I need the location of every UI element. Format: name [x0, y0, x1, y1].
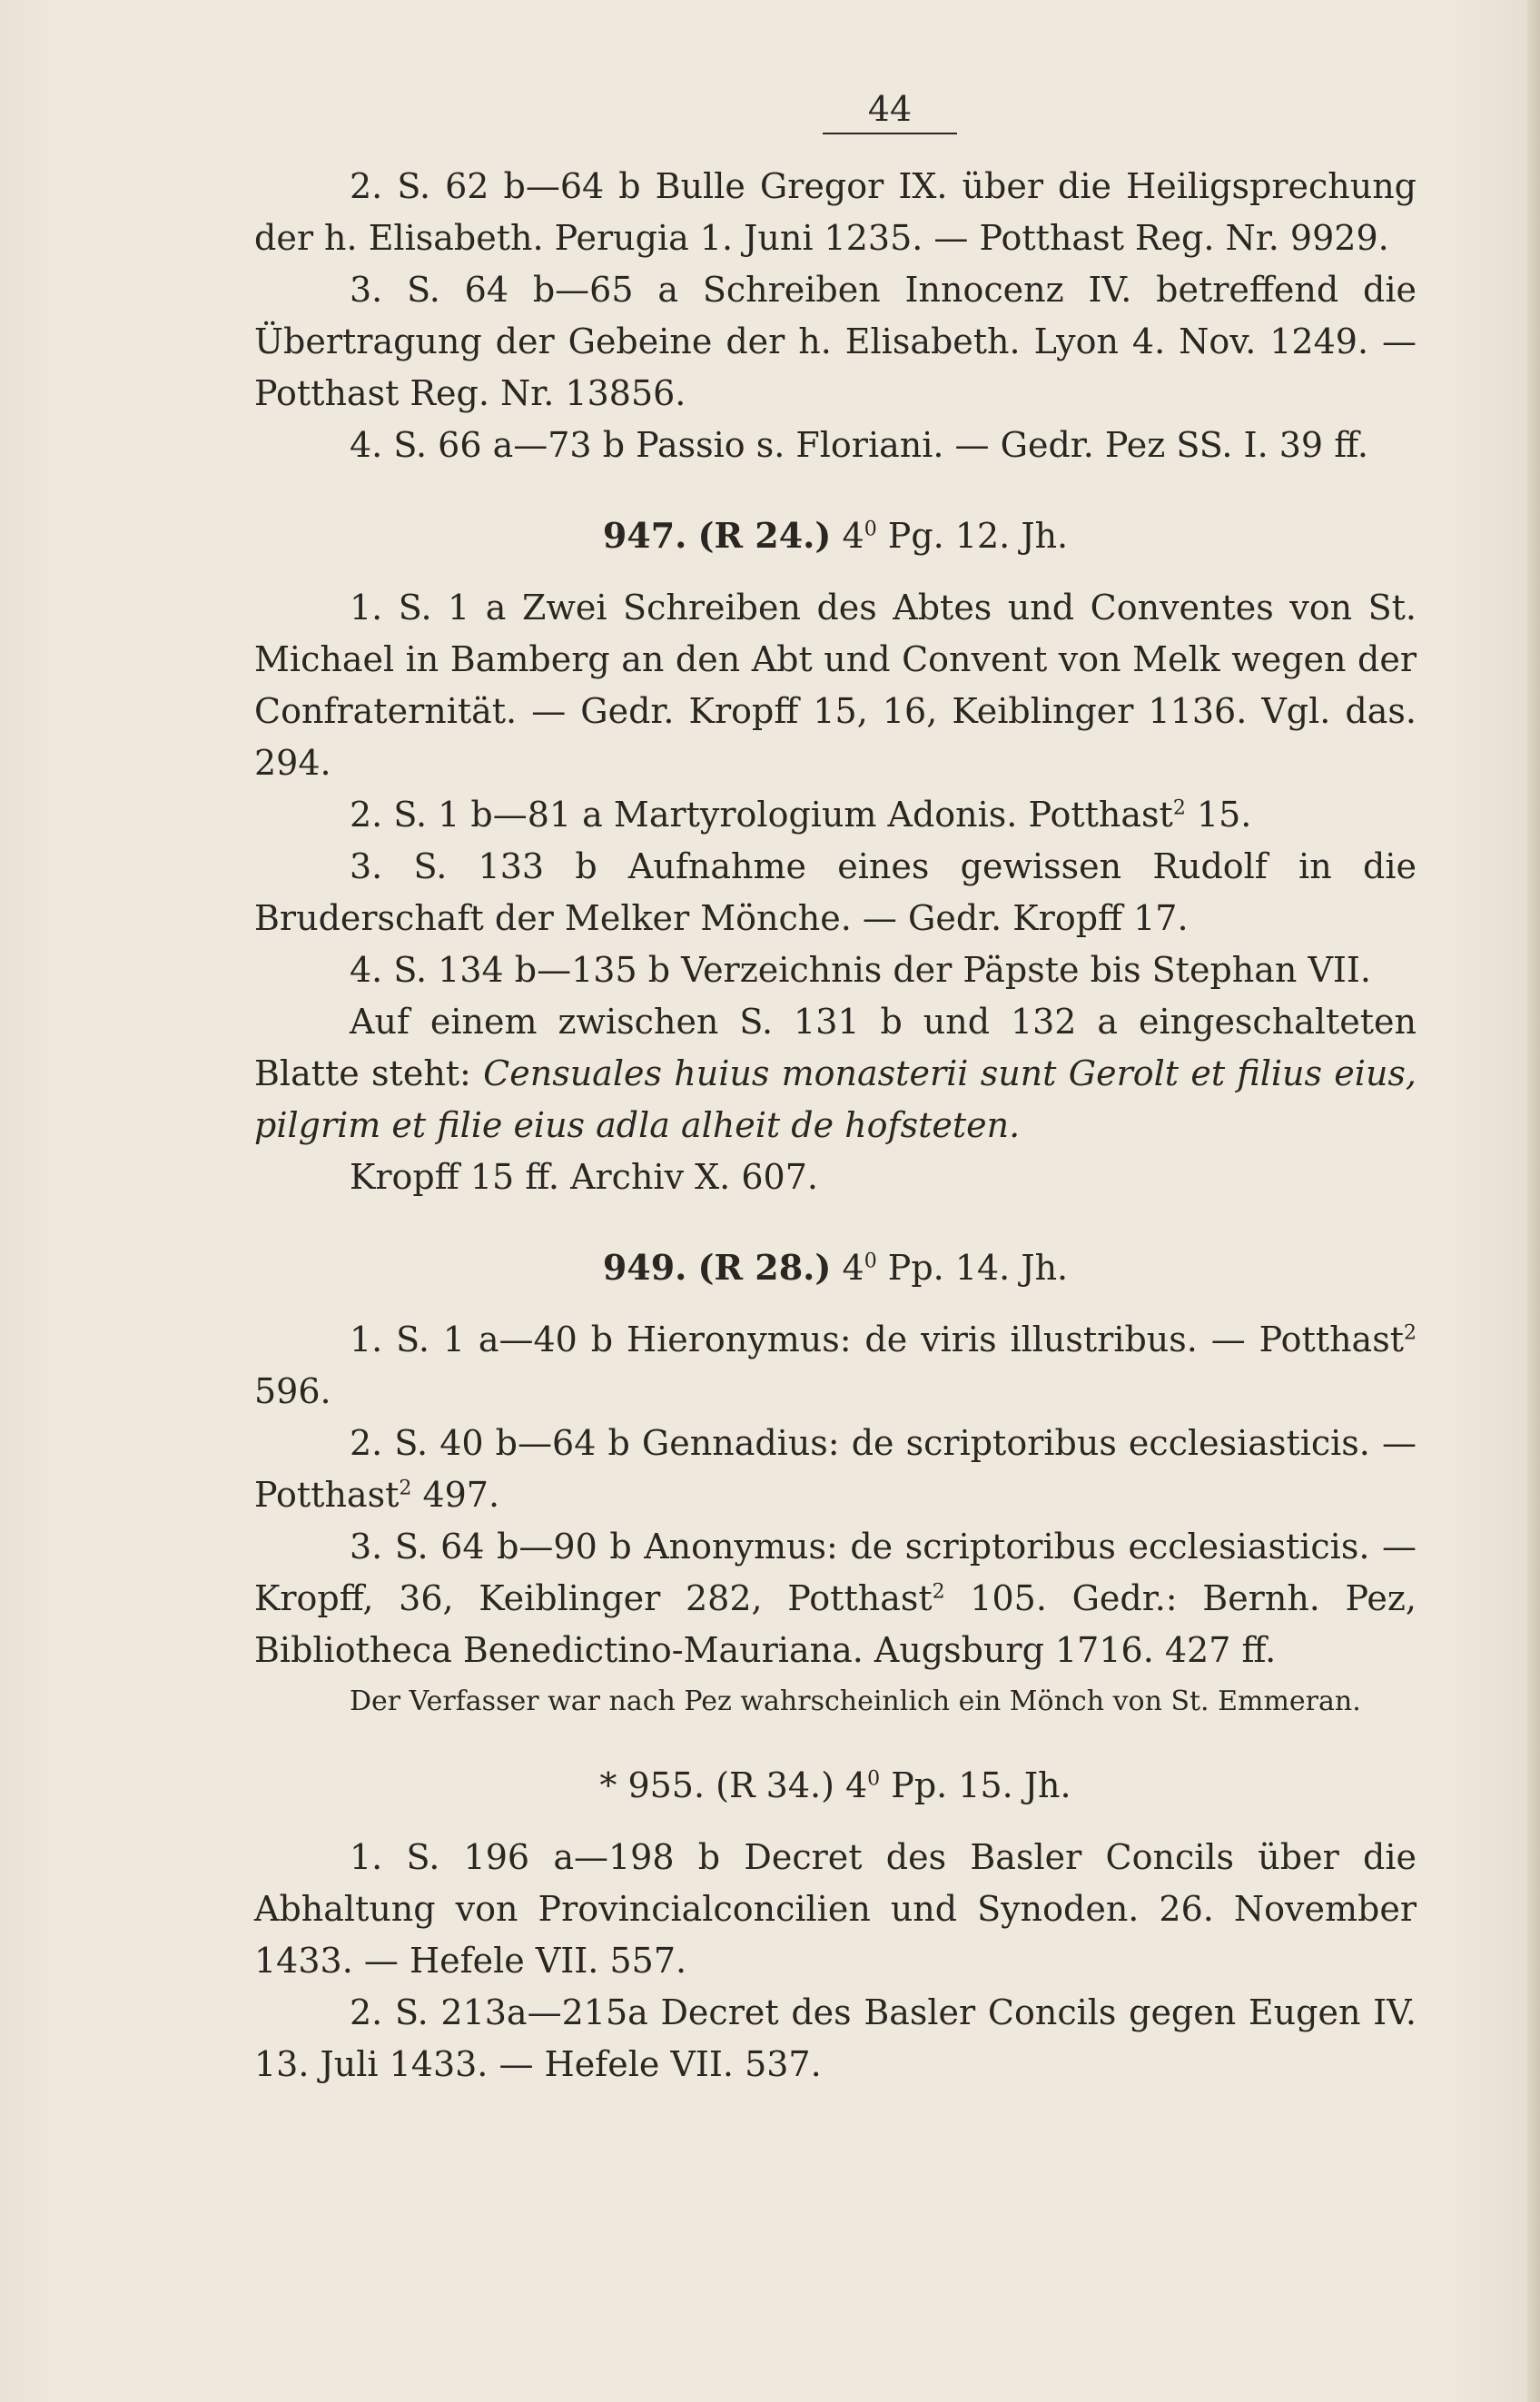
- entry-949-3-sup: 2: [932, 1580, 945, 1604]
- heading-949: [254, 1241, 1417, 1294]
- heading-949-number: 949.: [602, 1247, 687, 1288]
- heading-947-sup: 0: [864, 518, 877, 541]
- page-number-text: 44: [823, 85, 957, 134]
- entry-949-1: [254, 1314, 1417, 1418]
- entry-947-3: 3. S. 133 b Aufnahme eines gewissen Rudolf in die Bruderschaft der Melker Mönche. — Gedr. Kropff 17.: [254, 846, 1417, 938]
- heading-947-signature: (R 24.): [697, 515, 832, 556]
- heading-955-sup: 0: [867, 1767, 881, 1791]
- entry-949-1-sup: 2: [1404, 1321, 1417, 1345]
- entry-949-2: [254, 1418, 1417, 1521]
- heading-949-sup: 0: [864, 1250, 877, 1273]
- heading-947-number: 947.: [602, 515, 687, 556]
- entry-955-2: 2. S. 213a—215a Decret des Basler Concils gegen Eugen IV. 13. Juli 1433. — Hefele VII. 537.: [254, 1992, 1417, 2084]
- heading-955: [254, 1760, 1417, 1812]
- entry-947-2-tail: 15.: [1185, 795, 1252, 835]
- page-edge: [1527, 0, 1540, 2402]
- entry-947-4: 4. S. 134 b—135 b Verzeichnis der Päpste bis Stephan VII.: [350, 950, 1371, 990]
- entry-949-1-tail: 596.: [254, 1371, 331, 1411]
- heading-949-signature: (R 28.): [697, 1247, 832, 1288]
- entry-947-5-italic: Censuales huius monasterii sunt Gerolt et filius eius, pilgrim et filie eius adla alheit de hofsteten.: [254, 1053, 1417, 1145]
- page-content: [254, 84, 1417, 2091]
- entry-949-3: [254, 1521, 1417, 1676]
- heading-947-format: 4: [842, 516, 864, 556]
- entry-949-2-text: 2. S. 40 b—64 b Gennadius: de scriptoribus ecclesiasticis. — Potthast: [254, 1423, 1417, 1515]
- entry-continued-4: 4. S. 66 a—73 b Passio s. Floriani. — Gedr. Pez SS. I. 39 ff.: [350, 425, 1368, 465]
- entry-949-1-text: 1. S. 1 a—40 b Hieronymus: de viris illustribus. — Potthast: [350, 1320, 1404, 1359]
- note-949: Der Verfasser war nach Pez wahrscheinlich ein Mönch von St. Emmeran.: [350, 1685, 1361, 1717]
- entry-947-1: 1. S. 1 a Zwei Schreiben des Abtes und Conventes von St. Michael in Bamberg an den Abt und Convent von Melk wegen der Confraternität. — Gedr. Kropff 15, 16, Keiblinger 1136. Vgl. das. 294.: [254, 588, 1417, 783]
- heading-947: [254, 509, 1417, 562]
- entry-947-2-text: 2. S. 1 b—81 a Martyrologium Adonis. Potthast: [350, 795, 1173, 835]
- entry-947-2-sup: 2: [1172, 796, 1186, 820]
- heading-955-rest: Pp. 15. Jh.: [880, 1765, 1071, 1805]
- heading-955-text: * 955. (R 34.) 4: [599, 1765, 868, 1805]
- entry-949-2-tail: 497.: [411, 1475, 500, 1515]
- heading-947-rest: Pg. 12. Jh.: [876, 516, 1069, 556]
- page-number: [363, 84, 1417, 135]
- entry-continued-2: 2. S. 62 b—64 b Bulle Gregor IX. über die Heiligsprechung der h. Elisabeth. Perugia 1. Juni 1235. — Potthast Reg. Nr. 9929.: [254, 166, 1417, 258]
- entry-949-3-tail: 105. Gedr.: Bernh. Pez, Bibliotheca Benedictino-Mauriana. Augsburg 1716. 427 ff.: [254, 1578, 1417, 1670]
- heading-949-format: 4: [842, 1248, 864, 1288]
- entry-955-1: 1. S. 196 a—198 b Decret des Basler Concils über die Abhaltung von Provincialconcilien und Synoden. 26. November 1433. — Hefele VII. 557.: [254, 1837, 1417, 1981]
- entry-continued-3: 3. S. 64 b—65 a Schreiben Innocenz IV. betreffend die Übertragung der Gebeine der h. Elisabeth. Lyon 4. Nov. 1249. — Potthast Reg. Nr. 13856.: [254, 270, 1417, 413]
- entry-947-5-text: Auf einem zwischen S. 131 b und 132 a eingeschalteten Blatte steht:: [254, 1002, 1417, 1093]
- entry-949-3-text: 3. S. 64 b—90 b Anonymus: de scriptoribus ecclesiasticis. — Kropff, 36, Keiblinger 282, Potthast: [254, 1527, 1417, 1618]
- heading-949-rest: Pp. 14. Jh.: [876, 1248, 1069, 1288]
- entry-947-5: [254, 996, 1417, 1152]
- entry-947-6: Kropff 15 ff. Archiv X. 607.: [350, 1157, 818, 1197]
- entry-947-2: [254, 789, 1417, 841]
- entry-949-2-sup: 2: [399, 1477, 412, 1500]
